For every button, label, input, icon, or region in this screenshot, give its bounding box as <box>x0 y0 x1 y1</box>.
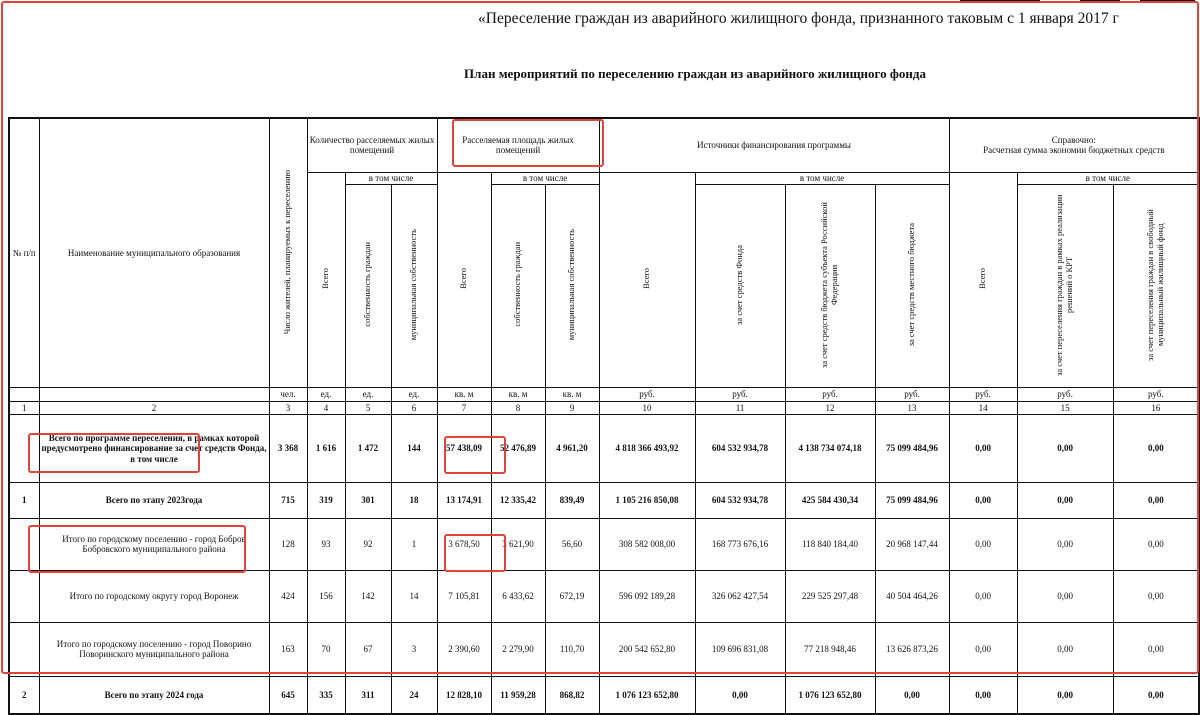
header-residents <box>269 118 307 387</box>
header-ref-total: Всего <box>949 172 1017 387</box>
unit-cell: кв. м <box>545 387 599 401</box>
value-cell: 70 <box>307 622 345 676</box>
value-cell: 0,00 <box>695 676 785 714</box>
header-free-housing: за счет переселения граждан в свободный муниципальный жилищный фонд <box>1113 184 1199 387</box>
col-number: 2 <box>39 401 269 414</box>
header-residents-label: Число жителей, планируемых к переселению <box>282 169 293 334</box>
col-number: 14 <box>949 401 1017 414</box>
value-cell: 200 542 652,80 <box>599 622 695 676</box>
municipality-name: Всего по программе переселения, в рамках которой предусмотрено финансирование за счет средств Фонда, в том числе <box>39 414 269 482</box>
document-subtitle: План мероприятий по переселению граждан из аварийного жилищного фонда <box>464 66 926 81</box>
value-cell: 3 368 <box>269 414 307 482</box>
value-cell: 311 <box>345 676 391 714</box>
value-cell: 109 696 831,08 <box>695 622 785 676</box>
value-cell: 672,19 <box>545 570 599 622</box>
header-reference-title: Справочно: <box>1051 134 1096 145</box>
header-name: Наименование муниципального образования <box>39 118 269 387</box>
value-cell: 168 773 676,16 <box>695 518 785 570</box>
table-row <box>9 676 1199 714</box>
value-cell: 0,00 <box>949 570 1017 622</box>
value-cell: 40 504 464,26 <box>875 570 949 622</box>
column-numbers-row <box>9 401 1199 414</box>
value-cell: 1 616 <box>307 414 345 482</box>
value-cell: 0,00 <box>949 518 1017 570</box>
table-body <box>9 414 1199 714</box>
value-cell: 839,49 <box>545 482 599 518</box>
header-ref-in-number: в том числе <box>1017 172 1199 184</box>
value-cell: 0,00 <box>1017 518 1113 570</box>
header-financing-group: Источники финансирования программы <box>599 118 949 172</box>
row-number <box>9 414 39 482</box>
col-number: 13 <box>875 401 949 414</box>
unit-cell: руб. <box>1017 387 1113 401</box>
col-number: 5 <box>345 401 391 414</box>
unit-cell: ед. <box>391 387 437 401</box>
value-cell: 2 279,90 <box>491 622 545 676</box>
header-area-citizens: собственность граждан <box>491 184 545 387</box>
header-area-in-number: в том числе <box>491 172 599 184</box>
header-rooms-municipal: муниципальная собственность <box>391 184 437 387</box>
value-cell: 93 <box>307 518 345 570</box>
value-cell: 12 335,42 <box>491 482 545 518</box>
value-cell: 4 961,20 <box>545 414 599 482</box>
header-fin-total: Всего <box>599 172 695 387</box>
unit-cell: руб. <box>695 387 785 401</box>
col-number: 3 <box>269 401 307 414</box>
header-rooms-group: Количество расселяемых жилых помещений <box>307 118 437 172</box>
unit-cell: руб. <box>785 387 875 401</box>
value-cell: 163 <box>269 622 307 676</box>
header-subject-budget: за счет средств бюджета субъекта Российской Федерации <box>785 184 875 387</box>
unit-cell: ед. <box>345 387 391 401</box>
unit-cell: кв. м <box>437 387 491 401</box>
unit-cell: руб. <box>949 387 1017 401</box>
col-number: 11 <box>695 401 785 414</box>
value-cell: 0,00 <box>1113 518 1199 570</box>
value-cell: 110,70 <box>545 622 599 676</box>
col-number: 4 <box>307 401 345 414</box>
value-cell: 6 433,62 <box>491 570 545 622</box>
row-number <box>9 570 39 622</box>
table-row <box>9 518 1199 570</box>
table-row <box>9 622 1199 676</box>
row-number <box>9 518 39 570</box>
value-cell: 0,00 <box>1113 482 1199 518</box>
value-cell: 1 076 123 652,80 <box>785 676 875 714</box>
unit-cell: руб. <box>875 387 949 401</box>
value-cell: 0,00 <box>1017 622 1113 676</box>
table-row <box>9 570 1199 622</box>
value-cell: 604 532 934,78 <box>695 482 785 518</box>
unit-cell: руб. <box>1113 387 1199 401</box>
value-cell: 4 138 734 074,18 <box>785 414 875 482</box>
municipality-name: Итого по городскому округу город Воронеж <box>39 570 269 622</box>
value-cell: 0,00 <box>949 622 1017 676</box>
units-row <box>9 387 1199 401</box>
municipality-name: Итого по городскому поселению - город Бобров Бобровского муниципального района <box>39 518 269 570</box>
value-cell: 868,82 <box>545 676 599 714</box>
value-cell: 0,00 <box>1113 414 1199 482</box>
value-cell: 319 <box>307 482 345 518</box>
col-number: 16 <box>1113 401 1199 414</box>
value-cell: 24 <box>391 676 437 714</box>
value-cell: 156 <box>307 570 345 622</box>
value-cell: 0,00 <box>949 414 1017 482</box>
value-cell: 92 <box>345 518 391 570</box>
col-number: 1 <box>9 401 39 414</box>
value-cell: 118 840 184,40 <box>785 518 875 570</box>
value-cell: 3 621,90 <box>491 518 545 570</box>
value-cell: 7 105,81 <box>437 570 491 622</box>
value-cell: 335 <box>307 676 345 714</box>
value-cell: 13 626 873,26 <box>875 622 949 676</box>
row-number: 1 <box>9 482 39 518</box>
value-cell: 0,00 <box>1113 570 1199 622</box>
value-cell: 14 <box>391 570 437 622</box>
value-cell: 142 <box>345 570 391 622</box>
value-cell: 56,60 <box>545 518 599 570</box>
header-reference-sub: Расчетная сумма экономии бюджетных средств <box>983 145 1165 156</box>
value-cell: 12 828,10 <box>437 676 491 714</box>
value-cell: 57 438,09 <box>437 414 491 482</box>
value-cell: 13 174,91 <box>437 482 491 518</box>
col-number: 6 <box>391 401 437 414</box>
municipality-name: Всего по этапу 2023года <box>39 482 269 518</box>
table-row <box>9 482 1199 518</box>
value-cell: 0,00 <box>1017 676 1113 714</box>
unit-cell: руб. <box>599 387 695 401</box>
value-cell: 1 <box>391 518 437 570</box>
value-cell: 18 <box>391 482 437 518</box>
value-cell: 52 476,89 <box>491 414 545 482</box>
header-local-budget: за счет средств местного бюджета <box>875 184 949 387</box>
top-edge-lines <box>0 0 1200 4</box>
value-cell: 20 968 147,44 <box>875 518 949 570</box>
unit-cell: ед. <box>307 387 345 401</box>
header-area-group: Расселяемая площадь жилых помещений <box>437 118 599 172</box>
value-cell: 0,00 <box>1017 570 1113 622</box>
header-rooms-total: Всего <box>307 172 345 387</box>
header-krt: за счет переселения граждан в рамках реализации решений о КРТ <box>1017 184 1113 387</box>
value-cell: 3 <box>391 622 437 676</box>
value-cell: 0,00 <box>949 676 1017 714</box>
value-cell: 425 584 430,34 <box>785 482 875 518</box>
municipality-name: Итого по городскому поселению - город Поворино Поворинского муниципального района <box>39 622 269 676</box>
col-number: 12 <box>785 401 875 414</box>
header-rooms-citizens: собственность граждан <box>345 184 391 387</box>
value-cell: 1 076 123 652,80 <box>599 676 695 714</box>
value-cell: 424 <box>269 570 307 622</box>
header-rooms-in-number: в том числе <box>345 172 437 184</box>
value-cell: 604 532 934,78 <box>695 414 785 482</box>
value-cell: 645 <box>269 676 307 714</box>
value-cell: 75 099 484,96 <box>875 482 949 518</box>
header-reference-group <box>949 118 1199 172</box>
document-heading: «Переселение граждан из аварийного жилищного фонда, признанного таковым с 1 января 2017 г <box>478 10 1119 27</box>
value-cell: 0,00 <box>1017 414 1113 482</box>
col-number: 9 <box>545 401 599 414</box>
value-cell: 229 525 297,48 <box>785 570 875 622</box>
value-cell: 326 062 427,54 <box>695 570 785 622</box>
value-cell: 77 218 948,46 <box>785 622 875 676</box>
value-cell: 301 <box>345 482 391 518</box>
unit-cell: чел. <box>269 387 307 401</box>
value-cell: 144 <box>391 414 437 482</box>
value-cell: 128 <box>269 518 307 570</box>
col-number: 7 <box>437 401 491 414</box>
value-cell: 308 582 008,00 <box>599 518 695 570</box>
header-fin-in-number: в том числе <box>695 172 949 184</box>
value-cell: 2 390,60 <box>437 622 491 676</box>
header-area-total: Всего <box>437 172 491 387</box>
resettlement-plan-table <box>8 117 1200 715</box>
value-cell: 4 818 366 493,92 <box>599 414 695 482</box>
value-cell: 0,00 <box>1017 482 1113 518</box>
value-cell: 0,00 <box>1113 676 1199 714</box>
col-number: 10 <box>599 401 695 414</box>
value-cell: 75 099 484,96 <box>875 414 949 482</box>
header-area-municipal: муниципальная собственность <box>545 184 599 387</box>
unit-cell: кв. м <box>491 387 545 401</box>
value-cell: 715 <box>269 482 307 518</box>
value-cell: 0,00 <box>1113 622 1199 676</box>
row-number: 2 <box>9 676 39 714</box>
row-number <box>9 622 39 676</box>
value-cell: 596 092 189,28 <box>599 570 695 622</box>
value-cell: 11 959,28 <box>491 676 545 714</box>
value-cell: 0,00 <box>949 482 1017 518</box>
col-number: 8 <box>491 401 545 414</box>
value-cell: 1 472 <box>345 414 391 482</box>
municipality-name: Всего по этапу 2024 года <box>39 676 269 714</box>
col-number: 15 <box>1017 401 1113 414</box>
value-cell: 3 678,50 <box>437 518 491 570</box>
header-no: № п/п <box>9 118 39 387</box>
value-cell: 0,00 <box>875 676 949 714</box>
value-cell: 1 105 216 850,08 <box>599 482 695 518</box>
header-fund: за счет средств Фонда <box>695 184 785 387</box>
value-cell: 67 <box>345 622 391 676</box>
table-row <box>9 414 1199 482</box>
